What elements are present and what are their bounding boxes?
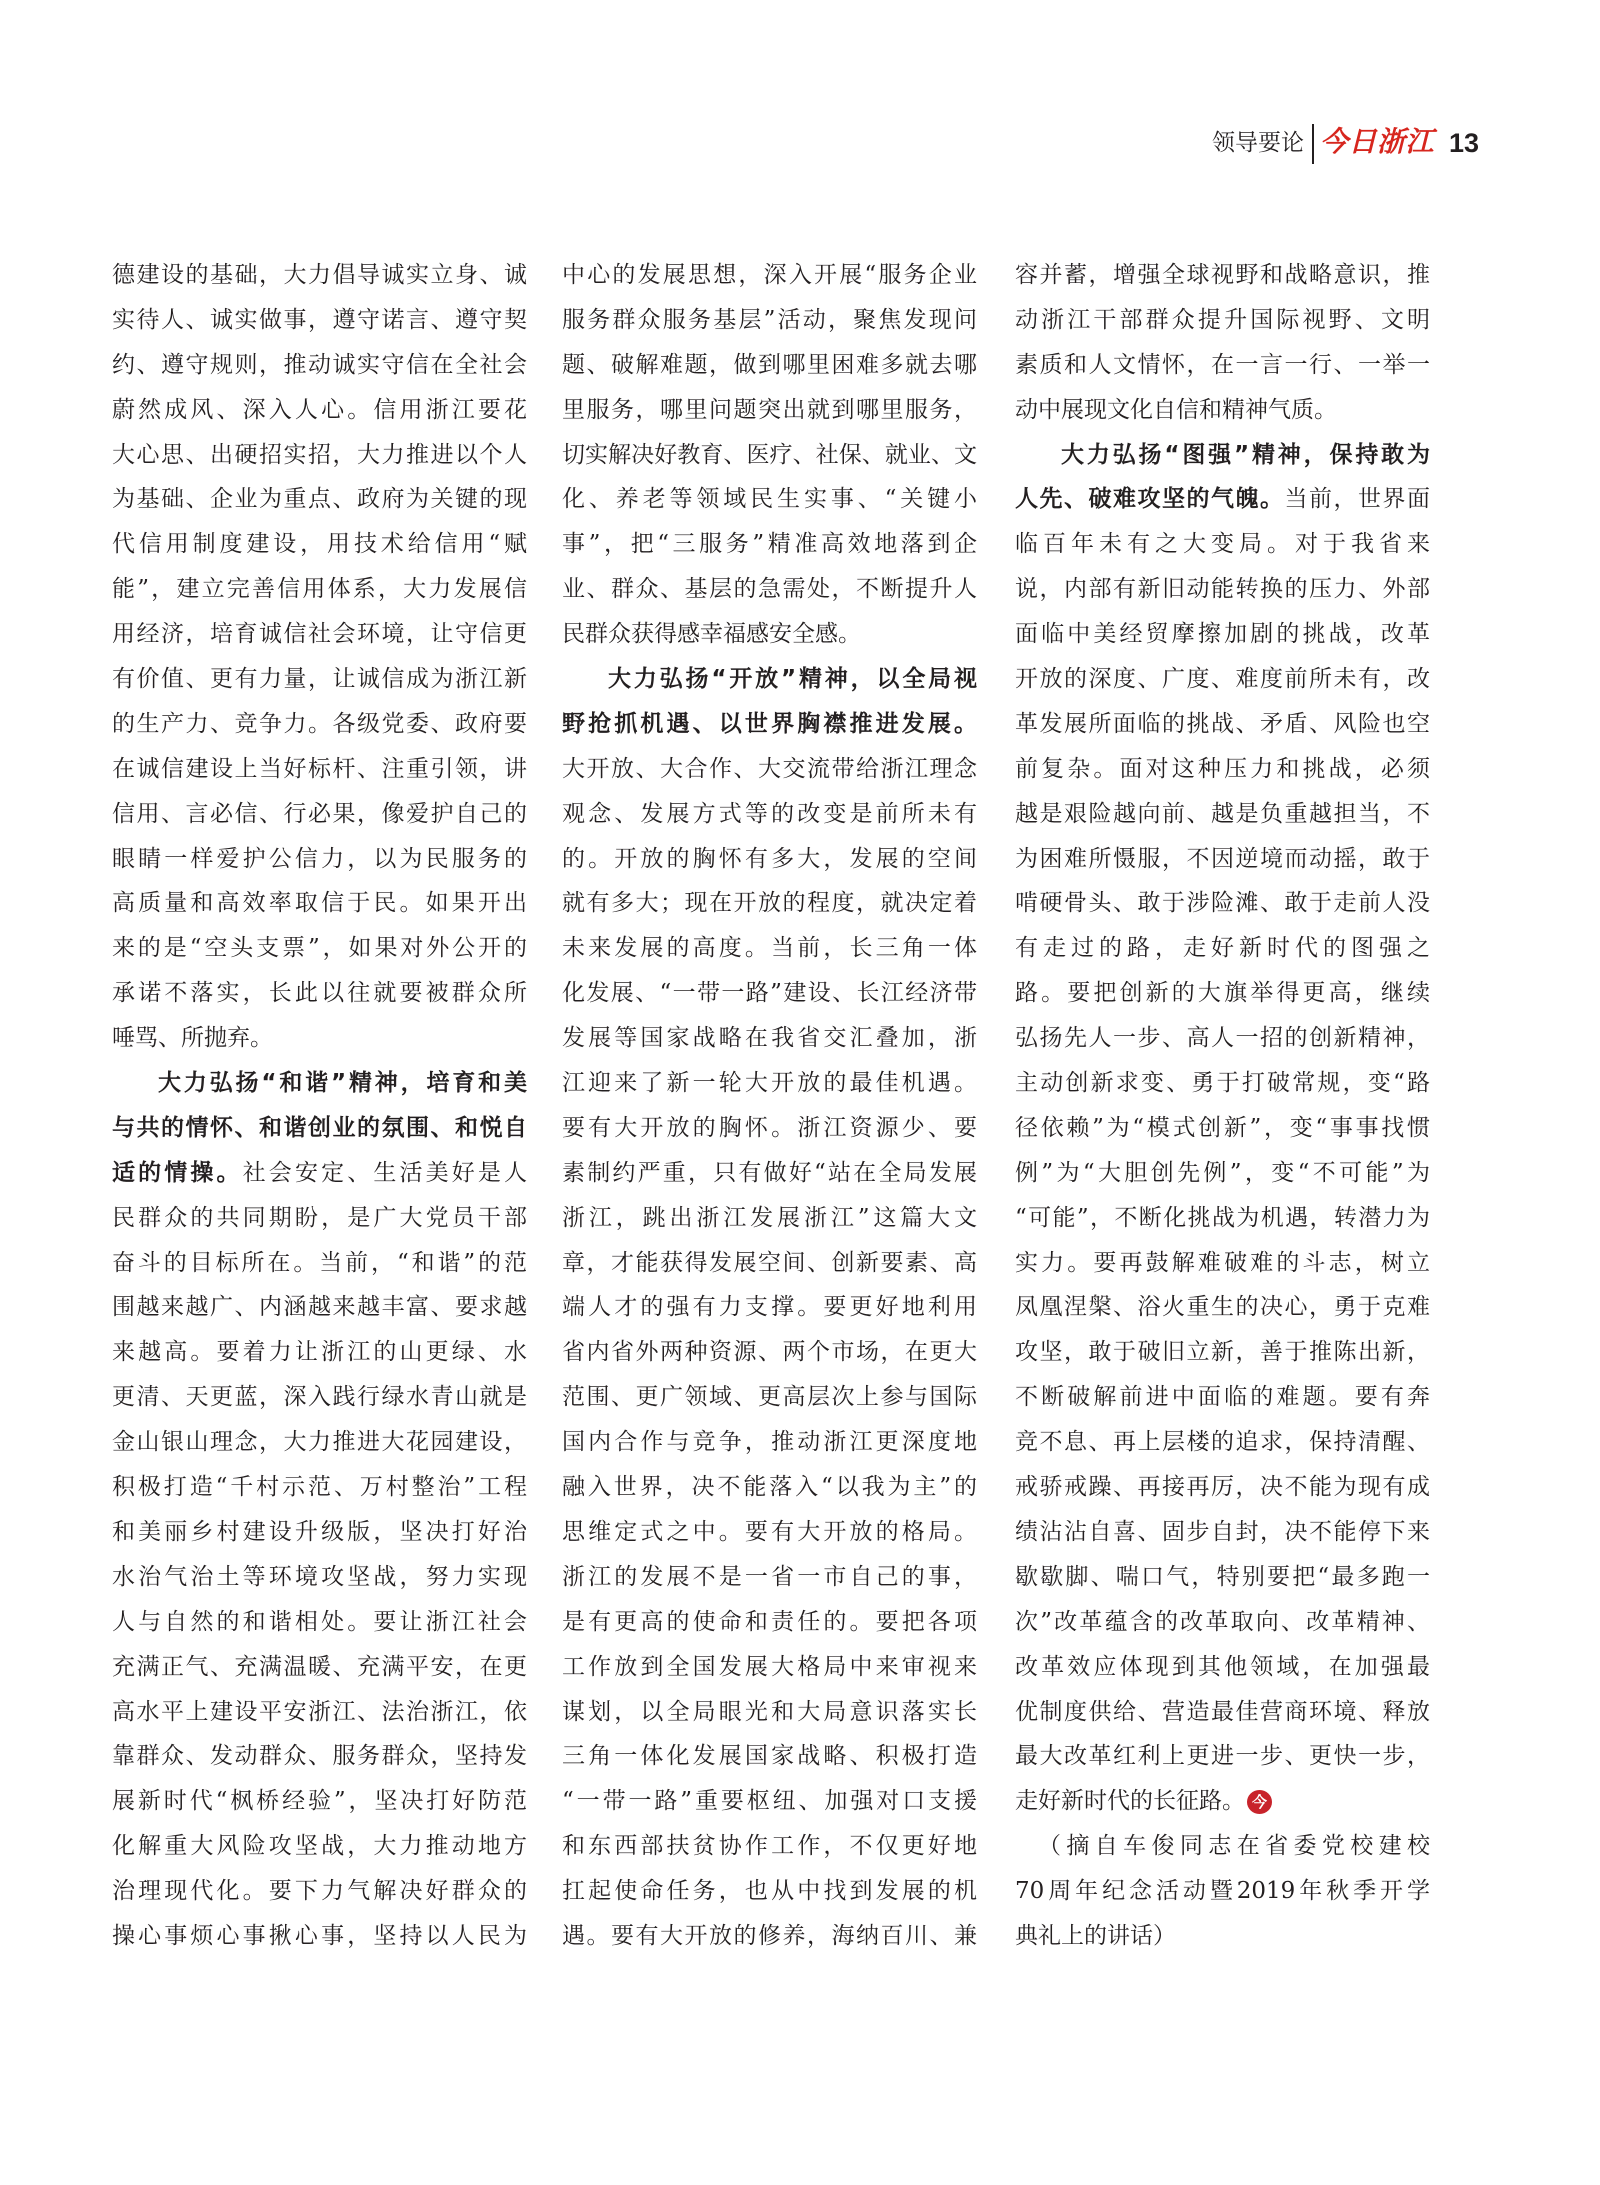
article-line: 在诚信建设上当好标杆、注重引领，讲 bbox=[112, 755, 527, 782]
article-line: 优制度供给、营造最佳营商环境、释放 bbox=[1015, 1698, 1430, 1725]
lead-sentence-line: 野抢抓机遇、以世界胸襟推进发展。 bbox=[562, 710, 977, 737]
article-column-1 bbox=[112, 253, 527, 1959]
article-line: 蔚然成风、深入人心。信用浙江要花 bbox=[112, 396, 527, 423]
article-line: 面临中美经贸摩擦加剧的挑战，改革 bbox=[1015, 621, 1430, 648]
text-segment: 社会安定、生活美好是人 bbox=[242, 1159, 528, 1186]
article-line: 浙江的发展不是一省一市自己的事， bbox=[562, 1563, 977, 1590]
article-line: 充满正气、充满温暖、充满平安，在更 bbox=[112, 1653, 527, 1680]
text-segment: 当前，世界面 bbox=[1284, 486, 1430, 513]
article-line: 水治气治土等环境攻坚战，努力实现 bbox=[112, 1563, 527, 1590]
article-line: 展新时代“枫桥经验”，坚决打好防范 bbox=[112, 1788, 527, 1815]
article-line: 奋斗的目标所在。当前，“和谐”的范 bbox=[112, 1249, 527, 1276]
article-line: 有价值、更有力量，让诚信成为浙江新 bbox=[112, 666, 527, 693]
article-line: 浙江，跳出浙江发展浙江”这篇大文 bbox=[562, 1204, 977, 1231]
article-line: 要有大开放的胸怀。浙江资源少、要 bbox=[562, 1114, 977, 1141]
article-line: 用经济，培育诚信社会环境，让守信更 bbox=[112, 621, 527, 648]
article-line: 改革效应体现到其他领域，在加强最 bbox=[1015, 1653, 1430, 1680]
article-line: 来越高。要着力让浙江的山更绿、水 bbox=[112, 1339, 527, 1366]
article-line: 人与自然的和谐相处。要让浙江社会 bbox=[112, 1608, 527, 1635]
lead-sentence-line: 大力弘扬“图强”精神，保持敢为 bbox=[1061, 441, 1430, 468]
lead-sentence-line: 大力弘扬“和谐”精神，培育和美 bbox=[158, 1070, 527, 1097]
article-line: 中心的发展思想，深入开展“服务企业 bbox=[562, 262, 977, 288]
article-line: 靠群众、发动群众、服务群众，坚持发 bbox=[112, 1743, 527, 1770]
article-line bbox=[1015, 477, 1430, 522]
article-line: 端人才的强有力支撑。要更好地利用 bbox=[562, 1294, 977, 1321]
article-line: 路。要把创新的大旗举得更高，继续 bbox=[1015, 980, 1430, 1007]
section-title: 领导要论 bbox=[1212, 130, 1304, 156]
article-line: 省内省外两种资源、两个市场，在更大 bbox=[562, 1339, 977, 1366]
article-line: 为困难所慑服，不因逆境而动摇，敢于 bbox=[1015, 845, 1430, 872]
article-line bbox=[112, 1151, 527, 1196]
article-line: 的。开放的胸怀有多大，发展的空间 bbox=[562, 845, 977, 872]
article-line: 唾骂、所抛弃。 bbox=[112, 1025, 273, 1052]
article-line: 不断破解前进中面临的难题。要有奔 bbox=[1015, 1384, 1430, 1411]
article-line: 和东西部扶贫协作工作，不仅更好地 bbox=[562, 1833, 977, 1860]
article-line: 服务群众服务基层”活动，聚焦发现问 bbox=[562, 306, 977, 333]
article-line: 围越来越广、内涵越来越丰富、要求越 bbox=[112, 1294, 527, 1321]
text-segment: 走好新时代的长征路。 bbox=[1015, 1788, 1245, 1815]
source-note-line: 70周年纪念活动暨2019年秋季开学 bbox=[1015, 1878, 1430, 1905]
article-line: 高水平上建设平安浙江、法治浙江，依 bbox=[112, 1698, 527, 1725]
article-line: 大开放、大合作、大交流带给浙江理念 bbox=[562, 755, 977, 782]
article-line: 国内合作与竞争，推动浙江更深度地 bbox=[562, 1429, 977, 1456]
article-line: 眼睛一样爱护公信力，以为民服务的 bbox=[112, 845, 527, 872]
article-line: 大心思、出硬招实招，大力推进以个人 bbox=[112, 441, 527, 468]
article-line: 越是艰险越向前、越是负重越担当，不 bbox=[1015, 800, 1430, 827]
article-line: 高质量和高效率取信于民。如果开出 bbox=[112, 890, 527, 917]
page-number: 13 bbox=[1449, 128, 1480, 158]
article-line: 金山银山理念，大力推进大花园建设， bbox=[112, 1429, 527, 1456]
article-line: 革发展所面临的挑战、矛盾、风险也空 bbox=[1015, 710, 1430, 737]
article-line: 信用、言必信、行必果，像爱护自己的 bbox=[112, 800, 527, 827]
article-line: 啃硬骨头、敢于涉险滩、敢于走前人没 bbox=[1015, 890, 1430, 917]
source-note-line: 典礼上的讲话） bbox=[1015, 1922, 1176, 1949]
article-line: 容并蓄，增强全球视野和战略意识，推 bbox=[1015, 262, 1430, 288]
article-line: 三角一体化发展国家战略、积极打造 bbox=[562, 1743, 977, 1770]
article-line: 治理现代化。要下力气解决好群众的 bbox=[112, 1878, 527, 1905]
article-line: 开放的深度、广度、难度前所未有，改 bbox=[1015, 666, 1430, 693]
article-line: 主动创新求变、勇于打破常规，变“路 bbox=[1015, 1070, 1430, 1097]
article-line: 德建设的基础，大力倡导诚实立身、诚 bbox=[112, 262, 527, 288]
article-line: 谋划，以全局眼光和大局意识落实长 bbox=[562, 1698, 977, 1725]
article-line: 化发展、“一带一路”建设、长江经济带 bbox=[562, 980, 977, 1007]
article-line: 就有多大；现在开放的程度，就决定着 bbox=[562, 890, 977, 917]
article-line: 说，内部有新旧动能转换的压力、外部 bbox=[1015, 576, 1430, 603]
article-line: 素质和人文情怀，在一言一行、一举一 bbox=[1015, 351, 1430, 378]
lead-sentence-line: 大力弘扬“开放”精神，以全局视 bbox=[608, 666, 977, 693]
article-line: 攻坚，敢于破旧立新，善于推陈出新， bbox=[1015, 1339, 1430, 1366]
article-line: 动中展现文化自信和精神气质。 bbox=[1015, 396, 1337, 423]
article-line: 观念、发展方式等的改变是前所未有 bbox=[562, 800, 977, 827]
article-line: 实力。要再鼓解难破难的斗志，树立 bbox=[1015, 1249, 1430, 1276]
article-line: 实待人、诚实做事，遵守诺言、遵守契 bbox=[112, 306, 527, 333]
source-note-line: （摘自车俊同志在省委党校建校 bbox=[1038, 1833, 1430, 1860]
article-line: 工作放到全国发展大格局中来审视来 bbox=[562, 1653, 977, 1680]
article-line: 能”，建立完善信用体系，大力发展信 bbox=[112, 576, 527, 603]
article-line: 竞不息、再上层楼的追求，保持清醒、 bbox=[1015, 1429, 1430, 1456]
article-line: 凤凰涅槃、浴火重生的决心，勇于克难 bbox=[1015, 1294, 1430, 1321]
article-line: 次”改革蕴含的改革取向、改革精神、 bbox=[1015, 1608, 1430, 1635]
article-line: 题、破解难题，做到哪里困难多就去哪 bbox=[562, 351, 977, 378]
lead-sentence: 适的情操。 bbox=[112, 1159, 243, 1186]
article-line: 歇歇脚、喘口气，特别要把“最多跑一 bbox=[1015, 1563, 1430, 1590]
article-line: 例”为“大胆创先例”，变“不可能”为 bbox=[1015, 1159, 1430, 1186]
article-line: 来的是“空头支票”，如果对外公开的 bbox=[112, 935, 527, 962]
article-line: 是有更高的使命和责任的。要把各项 bbox=[562, 1608, 977, 1635]
article-line: 承诺不落实，长此以往就要被群众所 bbox=[112, 980, 527, 1007]
article-line: 江迎来了新一轮大开放的最佳机遇。 bbox=[562, 1070, 977, 1097]
article-line: 绩沾沾自喜、固步自封，决不能停下来 bbox=[1015, 1518, 1430, 1545]
article-line: 事”，把“三服务”精准高效地落到企 bbox=[562, 531, 977, 558]
article-line: 章，才能获得发展空间、创新要素、高 bbox=[562, 1249, 977, 1276]
article-column-3 bbox=[1015, 253, 1430, 1959]
article-line: 径依赖”为“模式创新”，变“事事找惯 bbox=[1015, 1114, 1430, 1141]
article-line: 为基础、企业为重点、政府为关键的现 bbox=[112, 486, 527, 513]
end-mark-icon: 今 bbox=[1247, 1790, 1272, 1814]
article-column-2 bbox=[562, 253, 977, 1959]
article-line: 前复杂。面对这种压力和挑战，必须 bbox=[1015, 755, 1430, 782]
article-line: 约、遵守规则，推动诚实守信在全社会 bbox=[112, 351, 527, 378]
lead-sentence-line: 与共的情怀、和谐创业的氛围、和悦自 bbox=[112, 1114, 527, 1141]
article-line: 民群众获得感幸福感安全感。 bbox=[562, 621, 861, 648]
article-line: 扛起使命任务，也从中找到发展的机 bbox=[562, 1878, 977, 1905]
article-line: 弘扬先人一步、高人一招的创新精神， bbox=[1015, 1025, 1430, 1052]
article-line: 代信用制度建设，用技术给信用“赋 bbox=[112, 531, 527, 558]
article-line: 戒骄戒躁、再接再厉，决不能为现有成 bbox=[1015, 1474, 1430, 1501]
article-line: “一带一路”重要枢纽、加强对口支援 bbox=[562, 1788, 977, 1815]
article-line: 未来发展的高度。当前，长三角一体 bbox=[562, 935, 977, 962]
article-line: 的生产力、竞争力。各级党委、政府要 bbox=[112, 710, 527, 737]
article-line: 化解重大风险攻坚战，大力推动地方 bbox=[112, 1833, 527, 1860]
article-line bbox=[1015, 1779, 1430, 1824]
article-line: 化、养老等领域民生实事、“关键小 bbox=[562, 486, 977, 513]
article-line: 积极打造“千村示范、万村整治”工程 bbox=[112, 1474, 527, 1501]
article-line: 更清、天更蓝，深入践行绿水青山就是 bbox=[112, 1384, 527, 1411]
article-line: 融入世界，决不能落入“以我为主”的 bbox=[562, 1474, 977, 1501]
magazine-logo: 今日浙江 bbox=[1320, 125, 1435, 158]
article-line: 最大改革红利上更进一步、更快一步， bbox=[1015, 1743, 1430, 1770]
article-line: 思维定式之中。要有大开放的格局。 bbox=[562, 1518, 977, 1545]
article-line: 里服务，哪里问题突出就到哪里服务， bbox=[562, 396, 977, 423]
header-divider bbox=[1312, 124, 1314, 164]
article-line: 发展等国家战略在我省交汇叠加，浙 bbox=[562, 1025, 977, 1052]
article-line: 民群众的共同期盼，是广大党员干部 bbox=[112, 1204, 527, 1231]
article-line: “可能”，不断化挑战为机遇，转潜力为 bbox=[1015, 1204, 1430, 1231]
lead-sentence: 人先、破难攻坚的气魄。 bbox=[1015, 486, 1285, 513]
article-line: 范围、更广领域、更高层次上参与国际 bbox=[562, 1384, 977, 1411]
article-line: 动浙江干部群众提升国际视野、文明 bbox=[1015, 306, 1430, 333]
article-line: 切实解决好教育、医疗、社保、就业、文 bbox=[562, 441, 977, 468]
article-line: 业、群众、基层的急需处，不断提升人 bbox=[562, 576, 977, 603]
article-line: 素制约严重，只有做好“站在全局发展 bbox=[562, 1159, 977, 1186]
article-line: 和美丽乡村建设升级版，坚决打好治 bbox=[112, 1518, 527, 1545]
article-line: 临百年未有之大变局。对于我省来 bbox=[1015, 531, 1430, 558]
article-line: 有走过的路，走好新时代的图强之 bbox=[1015, 935, 1430, 962]
article-line: 遇。要有大开放的修养，海纳百川、兼 bbox=[562, 1922, 977, 1949]
article-line: 操心事烦心事揪心事，坚持以人民为 bbox=[112, 1922, 527, 1949]
